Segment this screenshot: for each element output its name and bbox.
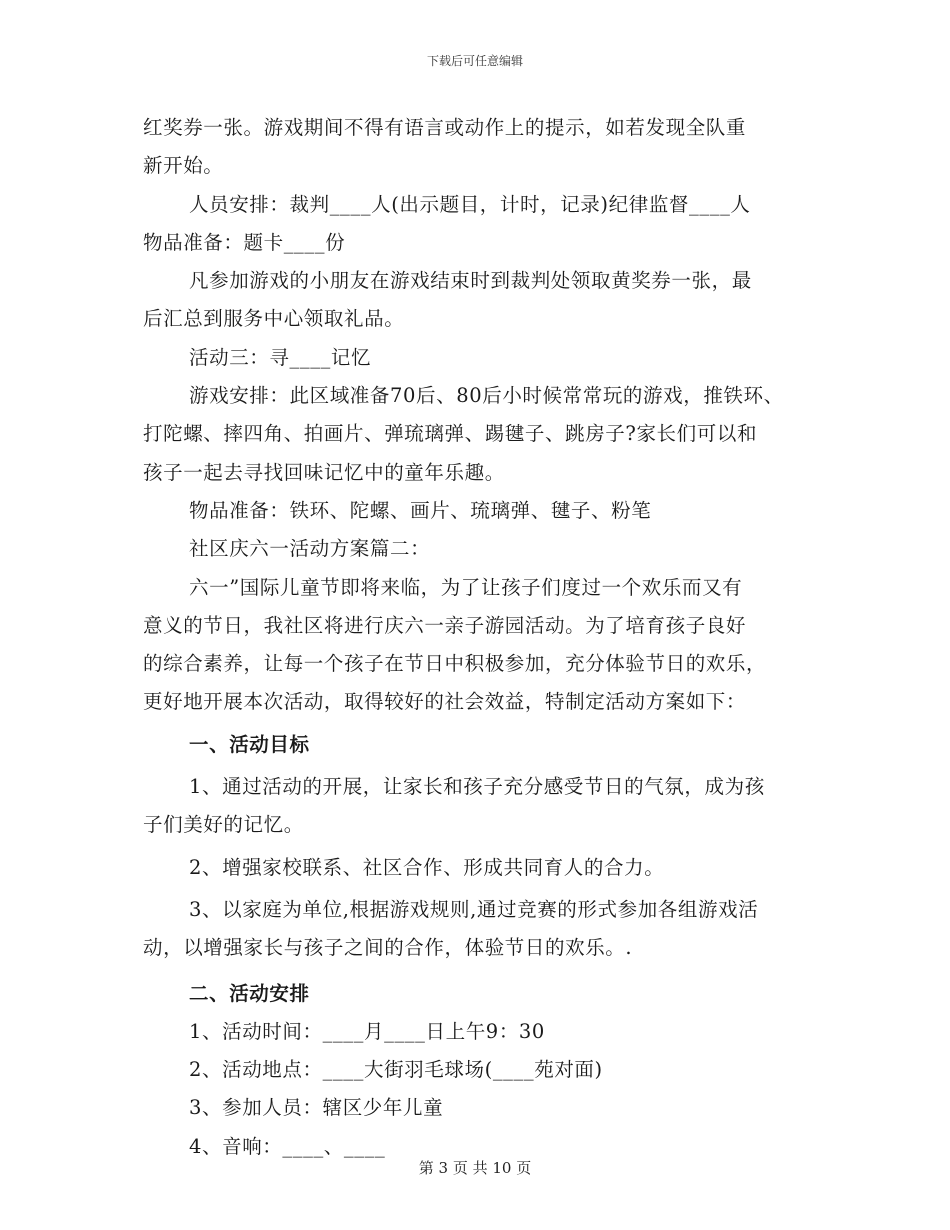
paragraph-line: 2、增强家校联系、社区合作、形成共同育人的合力。 [189,855,665,879]
page-footer: 第 3 页 共 10 页 [418,1159,532,1177]
list-item: 4、音响：____、____ [189,1134,386,1158]
paragraph-line: 更好地开展本次活动，取得较好的社会效益，特制定活动方案如下： [143,690,747,714]
paragraph-line: 物品准备：题卡____份 [143,230,346,254]
heading-goals: 一、活动目标 [189,732,310,756]
paragraph-line: 的综合素养，让每一个孩子在节日中积极参加，充分体验节日的欢乐， [143,652,767,676]
list-item: 3、参加人员：辖区少年儿童 [189,1096,444,1120]
paragraph-line: 动，以增强家长与孩子之间的合作，体验节日的欢乐。. [143,936,633,960]
section-title: 社区庆六一活动方案篇二： [189,537,431,561]
list-item: 1、活动时间：____月____日上午9：30 [189,1019,545,1043]
paragraph-line: 活动三：寻____记忆 [189,345,372,369]
page-header: 下载后可任意编辑 [426,54,523,68]
list-item: 2、活动地点：____大街羽毛球场(____苑对面) [189,1058,603,1082]
paragraph-line: 后汇总到服务中心领取礼品。 [143,307,405,331]
paragraph-line: 孩子一起去寻找回味记忆中的童年乐趣。 [143,460,505,484]
paragraph-line: 六一”国际儿童节即将来临，为了让孩子们度过一个欢乐而又有 [189,575,743,599]
paragraph-line: 游戏安排：此区域准备70后、80后小时候常常玩的游戏，推铁环、 [189,384,784,408]
paragraph-line: 意义的节日，我社区将进行庆六一亲子游园活动。为了培育孩子良好 [143,613,747,637]
paragraph-line: 红奖券一张。游戏期间不得有语言或动作上的提示，如若发现全队重 [143,116,747,139]
paragraph-line: 新开始。 [143,154,224,178]
paragraph-line: 凡参加游戏的小朋友在游戏结束时到裁判处领取黄奖券一张，最 [189,269,752,293]
paragraph-line: 打陀螺、摔四角、拍画片、弹琉璃弹、踢毽子、跳房子?家长们可以和 [143,422,758,446]
document-body [143,109,823,1166]
paragraph-line: 人员安排：裁判____人(出示题目，计时，记录)纪律监督____人 [189,192,751,216]
paragraph-line: 1、通过活动的开展，让家长和孩子充分感受节日的气氛，成为孩 [189,775,765,799]
heading-arrangement: 二、活动安排 [189,981,310,1005]
paragraph-line: 子们美好的记忆。 [143,813,304,837]
paragraph-line: 物品准备：铁环、陀螺、画片、琉璃弹、毽子、粉笔 [189,498,652,522]
paragraph-line: 3、以家庭为单位,根据游戏规则,通过竞赛的形式参加各组游戏活 [189,897,759,921]
